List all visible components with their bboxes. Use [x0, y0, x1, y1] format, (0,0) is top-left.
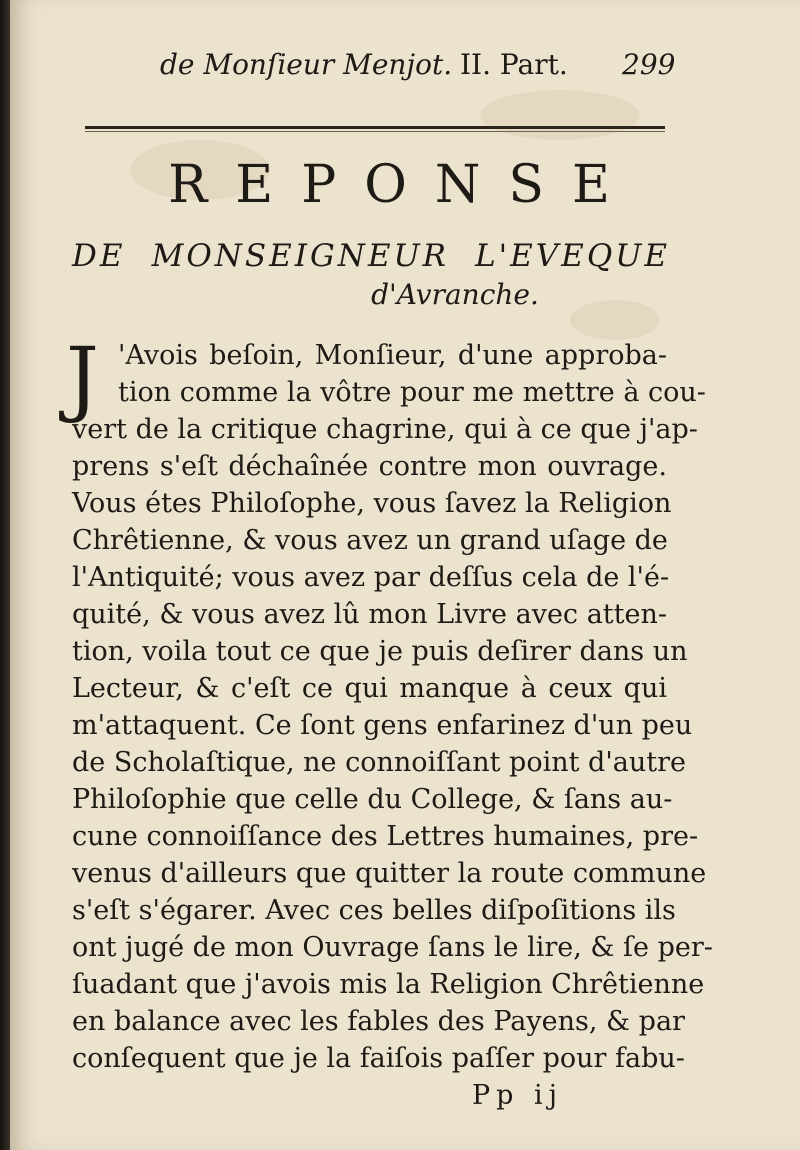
body-line: vert de la critique chagrine, qui à ce que j'ap- [72, 414, 698, 445]
subheading-word: DE [72, 238, 126, 274]
section-heading: REPONSE [168, 155, 638, 215]
running-head [160, 48, 680, 92]
body-line: cune connoiſſance des Lettres humaines, pre- [72, 821, 699, 852]
running-head-title: de Monſieur Menjot. [160, 48, 453, 81]
header-rule-thin [85, 131, 665, 132]
header-rule [85, 126, 665, 129]
body-line: tion, voila tout ce que je puis deſirer dans un [72, 636, 688, 667]
body-line: prens s'eſt déchaînée contre mon ouvrage. [72, 451, 667, 482]
body-line: 'Avois beſoin, Monſieur, d'une approba- [118, 340, 667, 371]
section-subheading-place: d'Avranche. [371, 278, 539, 311]
section-subheading [72, 238, 670, 274]
body-line: ſuadant que j'avois mis la Religion Chrêtienne [72, 969, 705, 1000]
body-line: quité, & vous avez lû mon Livre avec atten- [72, 599, 667, 630]
body-line: tion comme la vôtre pour me mettre à cou- [118, 377, 706, 408]
body-line: l'Antiquité; vous avez par deſſus cela de l'é- [72, 562, 670, 593]
body-line: Chrêtienne, & vous avez un grand uſage de [72, 525, 668, 556]
subheading-word: L'EVEQUE [475, 238, 670, 274]
page-number: 299 [622, 48, 676, 81]
body-line: en balance avec les fables des Payens, & par [72, 1006, 685, 1037]
book-page [10, 0, 800, 1150]
drop-cap: J [66, 331, 99, 426]
body-line: ont jugé de mon Ouvrage ſans le lire, & ſe per- [72, 932, 713, 963]
paper-stain [480, 90, 640, 140]
body-line: Lecteur, & c'eſt ce qui manque à ceux qui [72, 673, 667, 704]
signature-mark: Pp ij [472, 1080, 564, 1111]
body-line: de Scholaſtique, ne connoiſſant point d'autre [72, 747, 686, 778]
body-line: conſequent que je la faiſois paſſer pour fabu- [72, 1043, 685, 1074]
subheading-word: MONSEIGNEUR [151, 238, 449, 274]
running-head-part: II. Part. [460, 48, 568, 81]
body-line: venus d'ailleurs que quitter la route commune [72, 858, 707, 889]
body-line: s'eſt s'égarer. Avec ces belles diſpoſitions ils [72, 895, 676, 926]
body-line: Philoſophie que celle du College, & ſans au- [72, 784, 673, 815]
body-line: Vous étes Philoſophe, vous ſavez la Religion [72, 488, 672, 519]
body-line: m'attaquent. Ce ſont gens enfarinez d'un peu [72, 710, 693, 741]
book-spine-edge [0, 0, 10, 1150]
